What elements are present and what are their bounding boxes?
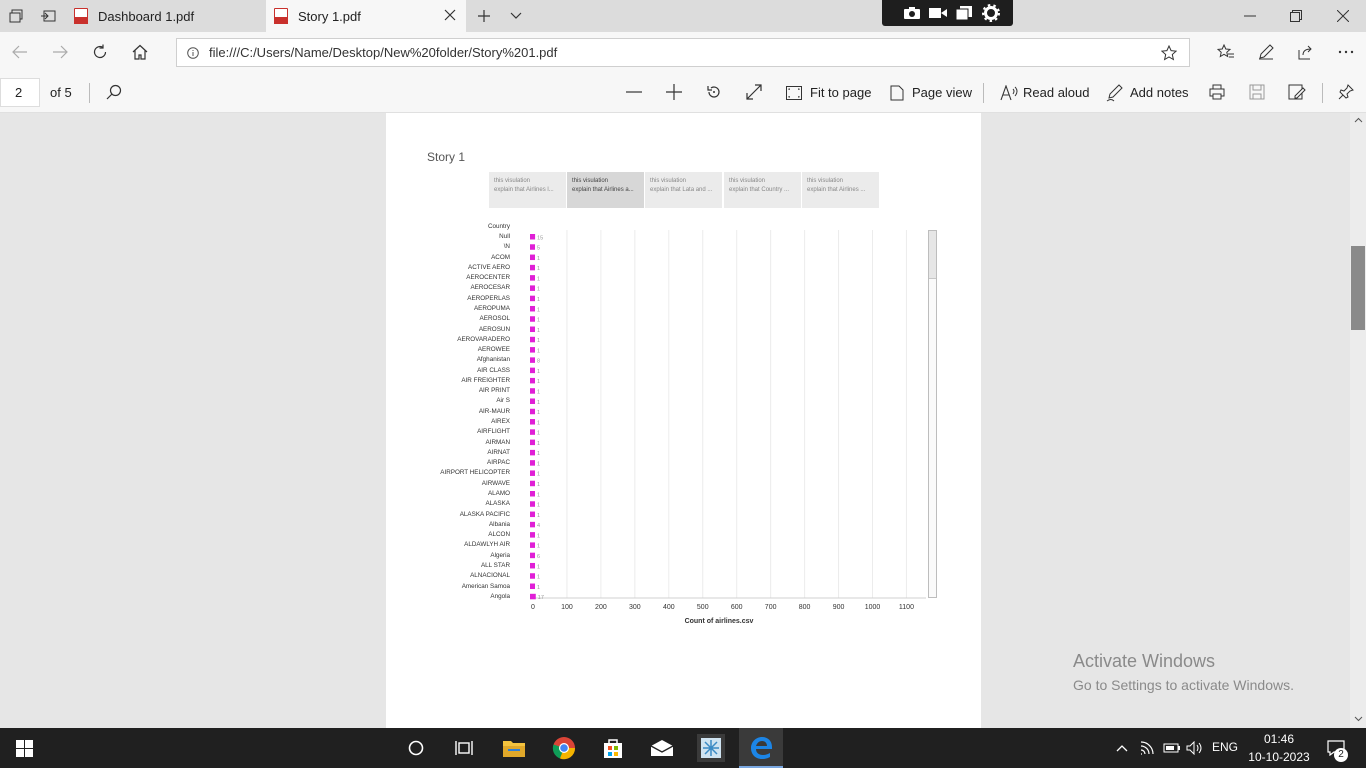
bar-value-label: 1 (537, 440, 541, 447)
story-point-line2: explain that Lata and ... (650, 187, 713, 193)
bar-value-label: 1 (537, 327, 541, 334)
category-label: AIR CLASS (477, 366, 510, 374)
category-label: AEROWEE (477, 346, 510, 354)
address-bar[interactable] (176, 38, 1190, 67)
bar-value-label: 1 (537, 410, 541, 417)
pdf-file-icon (74, 8, 88, 24)
category-label: Air S (496, 397, 510, 405)
bar[interactable] (530, 275, 535, 281)
bar[interactable] (530, 337, 535, 343)
info-icon[interactable] (187, 47, 199, 59)
x-tick-label: 700 (764, 604, 777, 611)
tab-dashboard-label: Dashboard 1.pdf (98, 8, 195, 24)
page-view-icon (890, 85, 904, 101)
page-view-label: Page view (912, 85, 972, 100)
bar-value-label: 1 (537, 368, 541, 375)
category-label: Angola (490, 592, 510, 600)
bar[interactable] (530, 440, 535, 446)
bar-value-label: 1 (537, 338, 541, 345)
x-tick-label: 100 (561, 604, 573, 611)
bar-value-label: 1 (537, 266, 541, 273)
save-as-icon[interactable] (1287, 82, 1307, 102)
back-arrow-icon[interactable] (10, 42, 30, 62)
activate-windows-title: Activate Windows (1073, 651, 1216, 671)
category-label: ACTIVE AERO (468, 263, 510, 271)
chrome-icon[interactable] (551, 736, 577, 760)
x-tick-label: 900 (832, 604, 845, 611)
bar[interactable] (530, 388, 535, 394)
category-label: Algeria (490, 551, 510, 559)
bar[interactable] (530, 553, 535, 559)
pin-toolbar-icon[interactable] (1336, 82, 1356, 102)
bar[interactable] (530, 347, 535, 353)
restore-icon[interactable] (1286, 7, 1306, 25)
bar-value-label: 1 (537, 574, 541, 581)
category-label: ACOM (491, 253, 510, 261)
bar[interactable] (530, 398, 535, 404)
x-tick-label: 800 (798, 604, 811, 611)
bar-value-label: 1 (537, 420, 541, 427)
read-aloud-label: Read aloud (1023, 85, 1090, 100)
notification-count: 2 (1334, 748, 1348, 762)
x-tick-label: 500 (696, 604, 709, 611)
category-label: American Samoa (461, 582, 510, 590)
x-tick-label: 1000 (864, 604, 881, 611)
bar-value-label: 1 (537, 482, 541, 489)
bar-value-label: 1 (537, 451, 541, 458)
save-icon[interactable] (1247, 82, 1267, 102)
window-capture-icon[interactable] (954, 4, 974, 22)
bar[interactable] (530, 460, 535, 466)
bar[interactable] (530, 296, 535, 302)
category-label: ALASKA (485, 500, 510, 508)
cortana-icon[interactable] (405, 738, 427, 758)
bar-value-label: 17 (537, 595, 544, 602)
fit-to-page-icon (786, 86, 802, 100)
bar[interactable] (530, 470, 535, 476)
fit-to-page-button[interactable] (786, 72, 871, 113)
x-tick-label: 300 (629, 604, 641, 611)
bar-value-label: 1 (537, 543, 541, 550)
edge-taskbar-button[interactable] (739, 728, 783, 768)
add-notes-button[interactable] (1106, 72, 1189, 113)
close-window-icon[interactable] (1333, 7, 1353, 25)
pdf-toolbar (0, 72, 1366, 113)
category-header: Country (487, 223, 510, 230)
category-label: AIRWAVE (481, 479, 510, 487)
clock-time[interactable]: 01:46 (1263, 732, 1295, 746)
story-point-line2: explain that Airlines l... (494, 187, 554, 193)
category-label: Albania (488, 520, 510, 528)
store-icon[interactable] (600, 736, 626, 760)
category-label: AIRMAN (485, 438, 510, 446)
category-label: AIRPORT HELICOPTER (440, 469, 510, 477)
bar[interactable] (530, 491, 535, 497)
bar[interactable] (530, 542, 535, 548)
pdf-file-icon (274, 8, 288, 24)
bar-value-label: 1 (537, 348, 541, 355)
x-tick-label: 400 (662, 604, 675, 611)
task-view-icon[interactable] (453, 738, 475, 758)
bar-chart (386, 113, 981, 728)
print-icon[interactable] (1207, 82, 1227, 102)
toolbar-divider (1322, 83, 1323, 103)
fit-to-page-label: Fit to page (810, 85, 872, 100)
category-label: AIR-MAUR (478, 407, 510, 415)
browser-tab-bar (0, 0, 1366, 32)
story-point-line2: explain that Airlines ... (807, 187, 866, 193)
bar-value-label: 1 (537, 492, 541, 499)
story-point-line1: this visulation (807, 178, 844, 184)
windows-taskbar (0, 728, 1366, 768)
category-label: AEROSUN (478, 325, 510, 333)
video-camera-icon[interactable] (928, 4, 948, 22)
bar[interactable] (530, 357, 535, 363)
bar[interactable] (530, 522, 535, 528)
story-point-line2: explain that Airlines a... (572, 187, 634, 193)
bar[interactable] (530, 532, 535, 538)
toolbar-divider (983, 83, 984, 103)
bar-value-label: 8 (537, 358, 541, 365)
scroll-up-icon[interactable] (1354, 117, 1363, 123)
bar[interactable] (530, 306, 535, 312)
category-label: AEROCENTER (466, 274, 510, 282)
bar-value-label: 1 (537, 255, 541, 262)
clock-date[interactable]: 10-10-2023 (1248, 750, 1310, 764)
x-axis-label: Count of airlines.csv (684, 618, 754, 625)
minimize-icon[interactable] (1240, 7, 1260, 25)
bar-value-label: 1 (537, 502, 541, 509)
bar[interactable] (530, 501, 535, 507)
battery-icon[interactable] (1163, 739, 1181, 757)
capture-toolbar (882, 0, 1013, 26)
search-icon[interactable] (104, 82, 124, 102)
url-text: file:///C:/Users/Name/Desktop/New%20folder/Story%201.pdf (209, 45, 558, 60)
bar-value-label: 1 (537, 430, 541, 437)
favorites-icon[interactable] (1216, 42, 1236, 62)
page-view-button[interactable] (890, 72, 972, 113)
bar[interactable] (530, 512, 535, 518)
bar-value-label: 1 (537, 276, 541, 283)
bar-value-label: 1 (537, 307, 541, 314)
bar[interactable] (530, 563, 535, 569)
bar-value-label: 1 (537, 389, 541, 396)
bar[interactable] (530, 327, 535, 333)
close-tab-icon[interactable] (444, 9, 456, 21)
scroll-down-icon[interactable] (1354, 716, 1363, 722)
category-label: ALASKA PACIFIC (459, 510, 510, 518)
forward-arrow-icon[interactable] (50, 42, 70, 62)
wifi-icon[interactable] (1140, 739, 1156, 757)
category-label: ALCON (488, 531, 510, 539)
story-point-line1: this visulation (650, 178, 687, 184)
bar-value-label: 6 (537, 553, 541, 560)
bar-value-label: 1 (537, 399, 541, 406)
viewer-scrollbar[interactable] (1350, 113, 1366, 728)
viewer-scrollbar-thumb[interactable] (1351, 246, 1365, 330)
refresh-icon[interactable] (90, 42, 110, 62)
tab-preview-chevron-icon[interactable] (506, 7, 526, 25)
new-tab-icon[interactable] (474, 7, 494, 25)
hidden-icons-chevron-icon[interactable] (1114, 739, 1130, 757)
category-label: AIRFLIGHT (477, 428, 510, 436)
camera-icon[interactable] (902, 4, 922, 22)
bar[interactable] (530, 450, 535, 456)
bar[interactable] (530, 481, 535, 487)
pen-icon[interactable] (1256, 42, 1276, 62)
bar[interactable] (530, 316, 535, 322)
bar-value-label: 1 (537, 286, 541, 293)
volume-icon[interactable] (1186, 739, 1204, 757)
chart-scrollbar-thumb[interactable] (929, 231, 936, 279)
bar-value-label: 1 (537, 461, 541, 468)
story-point-line2: explain that Country ... (729, 187, 790, 193)
category-label: AIRPAC (487, 459, 510, 467)
pdf-page (386, 113, 981, 728)
bar[interactable] (530, 368, 535, 374)
category-label: AIR PRINT (478, 387, 510, 395)
bar[interactable] (530, 234, 535, 240)
mail-icon[interactable] (649, 736, 675, 760)
toolbar-divider (89, 83, 90, 103)
x-tick-label: 0 (531, 604, 535, 611)
page-total: of 5 (50, 85, 72, 100)
bar-value-label: 1 (537, 379, 541, 386)
bar[interactable] (530, 265, 535, 271)
edge-icon (749, 736, 773, 760)
bar-value-label: 15 (537, 235, 544, 242)
bar[interactable] (530, 573, 535, 579)
bar[interactable] (530, 285, 535, 291)
read-aloud-icon (1000, 85, 1018, 101)
favorite-star-icon[interactable] (1161, 45, 1177, 61)
bar[interactable] (530, 429, 535, 435)
bar-value-label: 5 (537, 245, 541, 252)
bar-value-label: 4 (537, 523, 541, 530)
x-tick-label: 200 (595, 604, 607, 611)
set-tabs-aside-icon[interactable] (38, 7, 58, 25)
bar[interactable] (530, 594, 536, 600)
category-label: AIRNAT (487, 448, 510, 456)
x-tick-label: 600 (730, 604, 743, 611)
activate-windows-subtitle: Go to Settings to activate Windows. (1073, 677, 1294, 693)
category-label: Null (499, 233, 510, 240)
category-label: AEROSOL (479, 315, 510, 323)
bar[interactable] (530, 255, 535, 261)
chart-scrollbar[interactable] (928, 230, 937, 598)
rotate-icon[interactable] (704, 82, 724, 102)
category-label: AEROPERLAS (467, 294, 510, 302)
more-options-icon[interactable] (1336, 42, 1356, 62)
category-label: Afghanistan (476, 356, 510, 364)
tab-story[interactable] (266, 0, 466, 32)
bar-value-label: 1 (537, 317, 541, 324)
story-point-line1: this visulation (729, 178, 766, 184)
story-title: Story 1 (427, 150, 466, 164)
bar[interactable] (530, 584, 535, 590)
category-label: ALDAWLYH AIR (464, 541, 510, 549)
category-label: ALNACIONAL (470, 572, 510, 580)
bar[interactable] (530, 419, 535, 425)
category-label: AIR FREIGHTER (461, 376, 510, 384)
category-label: AIREX (491, 418, 510, 426)
file-explorer-icon[interactable] (501, 736, 527, 760)
zoom-in-icon[interactable] (664, 82, 684, 102)
tab-actions-icon[interactable] (6, 7, 26, 25)
tab-dashboard[interactable] (66, 0, 264, 32)
full-screen-icon[interactable] (744, 82, 764, 102)
bar-value-label: 1 (537, 564, 541, 571)
language-indicator[interactable]: ENG (1212, 740, 1239, 754)
bar-value-label: 1 (537, 533, 541, 540)
home-icon[interactable] (130, 42, 150, 62)
category-label: AEROCESAR (470, 284, 510, 292)
share-icon[interactable] (1296, 42, 1316, 62)
bar[interactable] (530, 409, 535, 415)
bar-value-label: 1 (537, 584, 541, 591)
category-label: AEROVARADERO (457, 335, 510, 343)
windows-start-icon[interactable] (14, 739, 34, 757)
bar-value-label: 1 (537, 296, 541, 303)
story-point-line1: this visulation (494, 178, 531, 184)
bar-value-label: 1 (537, 471, 541, 478)
add-notes-label: Add notes (1130, 85, 1189, 100)
zoom-out-icon[interactable] (624, 82, 644, 102)
snipping-tool-icon[interactable] (697, 734, 725, 762)
tab-story-label: Story 1.pdf (298, 8, 361, 24)
category-label: \N (503, 243, 510, 251)
story-point-line1: this visulation (572, 178, 609, 184)
add-notes-icon (1106, 84, 1124, 102)
gear-icon[interactable] (981, 3, 1001, 23)
x-tick-label: 1100 (898, 604, 914, 611)
category-label: ALL STAR (480, 561, 510, 569)
bar-value-label: 1 (537, 512, 541, 519)
page-number-input[interactable]: 2 (0, 78, 40, 107)
category-label: ALAMO (487, 490, 510, 497)
bar[interactable] (530, 244, 535, 250)
bar[interactable] (530, 378, 535, 384)
read-aloud-button[interactable] (1000, 72, 1090, 113)
pdf-viewer-area (0, 113, 1366, 728)
category-label: AEROPUMA (473, 304, 510, 312)
